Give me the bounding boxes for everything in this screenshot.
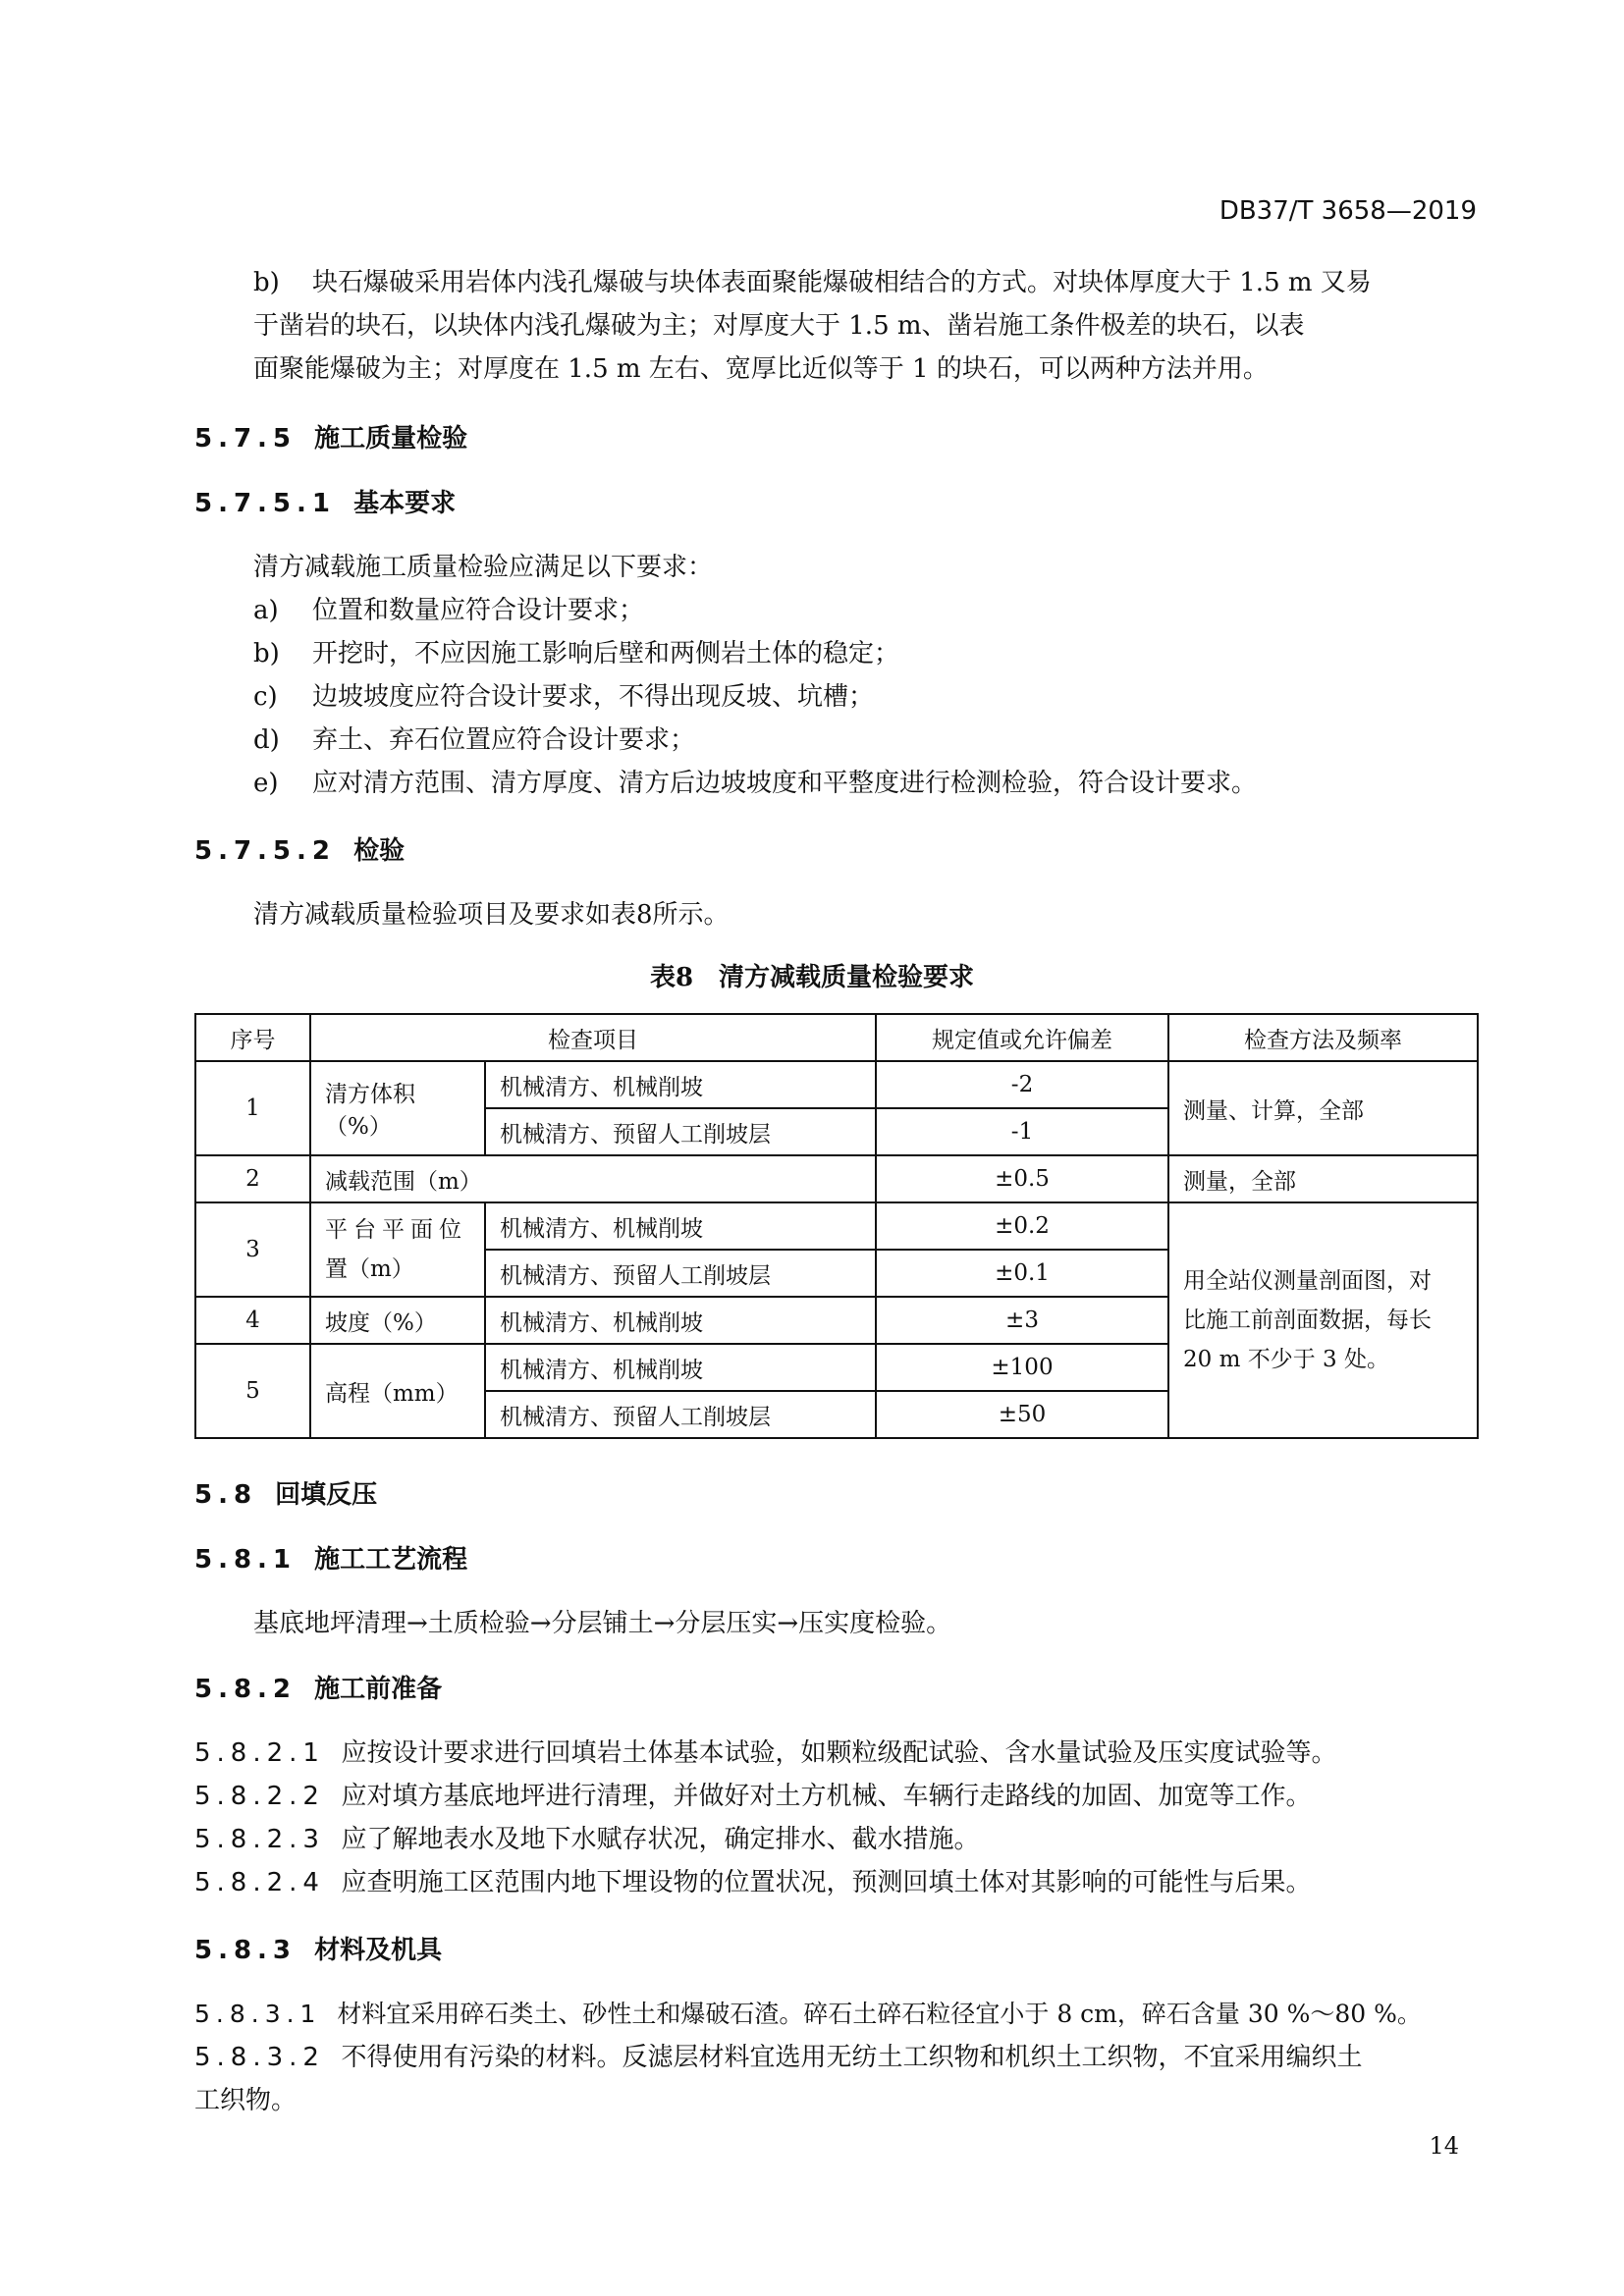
page-number: 14 [1429, 2132, 1459, 2160]
clause-number: 5.8.2.3 [194, 1825, 325, 1854]
subsection-heading [194, 1539, 467, 1575]
paragraph-line: 面聚能爆破为主；对厚度在 1.5 m 左右、宽厚比近似等于 1 的块石，可以两种方法并用。 [253, 354, 1269, 384]
cell-item [310, 1202, 485, 1297]
list-marker: e) [253, 769, 279, 798]
paragraph: 清方减载质量检验项目及要求如表8所示。 [253, 900, 730, 930]
section-number: 5.8.3 [194, 1936, 298, 1965]
clause-continuation: 工织物。 [194, 2086, 298, 2115]
clause-text: 应了解地表水及地下水赋存状况，确定排水、截水措施。 [341, 1825, 980, 1854]
cell-method-line: 用全站仪测量剖面图，对 [1183, 1268, 1432, 1294]
list-marker: d) [253, 725, 280, 755]
list-item: 应对清方范围、清方厚度、清方后边坡坡度和平整度进行检测检验，符合设计要求。 [312, 769, 1258, 798]
cell-subitem: 机械清方、机械削坡 [485, 1297, 876, 1344]
section-title: 基本要求 [353, 489, 457, 518]
section-title: 检验 [353, 836, 406, 866]
clause [194, 1861, 1312, 1904]
table-row [195, 1202, 1478, 1250]
cell-tolerance: ±100 [876, 1344, 1168, 1391]
table-caption: 表8 清方减载质量检验要求 [649, 963, 975, 992]
clause-text: 应对填方基底地坪进行清理，并做好对土方机械、车辆行走路线的加固、加宽等工作。 [341, 1782, 1312, 1811]
clause-number: 5.8.3.1 [194, 2000, 322, 2028]
clause-number: 5.8.2.4 [194, 1868, 325, 1897]
cell-subitem: 机械清方、机械削坡 [485, 1202, 876, 1250]
cell-item: 高程（mm） [310, 1344, 485, 1438]
list-item: 弃土、弃石位置应符合设计要求； [312, 725, 696, 755]
cell-item: 坡度（%） [310, 1297, 485, 1344]
cell-seq: 4 [195, 1297, 310, 1344]
cell-seq: 1 [195, 1061, 310, 1155]
cell-item-line: 平台平面位 [325, 1217, 467, 1243]
cell-tolerance: ±50 [876, 1391, 1168, 1438]
header-item: 检查项目 [310, 1014, 876, 1061]
section-number: 5.8.2 [194, 1675, 298, 1704]
list-item: 边坡坡度应符合设计要求，不得出现反坡、坑槽； [312, 682, 875, 712]
section-title: 回填反压 [275, 1480, 378, 1510]
cell-subitem: 机械清方、机械削坡 [485, 1344, 876, 1391]
paragraph-line: 于凿岩的块石，以块体内浅孔爆破为主；对厚度大于 1.5 m、凿岩施工条件极差的块石，以表 [253, 311, 1305, 341]
section-title: 施工质量检验 [314, 424, 468, 454]
section-number: 5.7.5.1 [194, 489, 336, 518]
cell-tolerance: ±0.5 [876, 1155, 1168, 1202]
cell-item: 减载范围（m） [310, 1155, 876, 1202]
paragraph: 基底地坪清理→土质检验→分层铺土→分层压实→压实度检验。 [253, 1609, 952, 1638]
list-marker: b) [253, 639, 280, 668]
section-number: 5.7.5 [194, 424, 298, 454]
section-title: 材料及机具 [314, 1936, 443, 1965]
section-number: 5.7.5.2 [194, 836, 336, 866]
header-tolerance: 规定值或允许偏差 [876, 1014, 1168, 1061]
table-header-row [195, 1014, 1478, 1061]
table-row [195, 1061, 1478, 1108]
clause [194, 2036, 1363, 2079]
section-number: 5.8 [194, 1480, 258, 1510]
list-item: 位置和数量应符合设计要求； [312, 596, 645, 625]
clause [194, 1775, 1312, 1818]
paragraph: 清方减载施工质量检验应满足以下要求： [253, 553, 714, 582]
cell-method: 测量，全部 [1168, 1155, 1478, 1202]
cell-method-line: 比施工前剖面数据，每长 [1183, 1308, 1432, 1333]
cell-method-line: 20 m 不少于 3 处。 [1183, 1347, 1389, 1372]
cell-tolerance: ±0.1 [876, 1250, 1168, 1297]
list-marker: a) [253, 596, 279, 625]
cell-seq: 3 [195, 1202, 310, 1297]
cell-subitem: 机械清方、预留人工削坡层 [485, 1391, 876, 1438]
subsection-heading [194, 483, 456, 519]
cell-seq: 5 [195, 1344, 310, 1438]
cell-item: 清方体积（%） [310, 1061, 485, 1155]
header-seq: 序号 [195, 1014, 310, 1061]
cell-tolerance: ±0.2 [876, 1202, 1168, 1250]
clause-number: 5.8.3.2 [194, 2043, 325, 2072]
subsection-heading [194, 1930, 442, 1966]
cell-tolerance: ±3 [876, 1297, 1168, 1344]
clause-text: 应查明施工区范围内地下埋设物的位置状况，预测回填土体对其影响的可能性与后果。 [341, 1868, 1312, 1897]
table-row [195, 1155, 1478, 1202]
section-title: 施工工艺流程 [314, 1545, 468, 1575]
list-item: 开挖时，不应因施工影响后壁和两侧岩土体的稳定； [312, 639, 900, 668]
list-marker: b) [253, 268, 280, 297]
clause [194, 1732, 1337, 1775]
list-marker: c) [253, 682, 278, 712]
cell-method: 测量、计算，全部 [1168, 1061, 1478, 1155]
section-number: 5.8.1 [194, 1545, 298, 1575]
doc-code: DB37/T 3658—2019 [1218, 196, 1477, 226]
cell-method [1168, 1202, 1478, 1438]
paragraph-line: 块石爆破采用岩体内浅孔爆破与块体表面聚能爆破相结合的方式。对块体厚度大于 1.5 m 又易 [312, 268, 1372, 297]
clause [194, 1818, 980, 1861]
clause-text: 应按设计要求进行回填岩土体基本试验，如颗粒级配试验、含水量试验及压实度试验等。 [341, 1738, 1337, 1768]
clause [194, 1993, 1422, 2036]
section-heading [194, 418, 467, 454]
clause-number: 5.8.2.2 [194, 1782, 325, 1811]
header-method: 检查方法及频率 [1168, 1014, 1478, 1061]
clause-number: 5.8.2.1 [194, 1738, 325, 1768]
section-title: 施工前准备 [314, 1675, 443, 1704]
cell-tolerance: -1 [876, 1108, 1168, 1155]
cell-item-line: 置（m） [325, 1256, 414, 1282]
cell-subitem: 机械清方、机械削坡 [485, 1061, 876, 1108]
cell-seq: 2 [195, 1155, 310, 1202]
cell-subitem: 机械清方、预留人工削坡层 [485, 1108, 876, 1155]
clause-text: 材料宜采用碎石类土、砂性土和爆破石渣。碎石土碎石粒径宜小于 8 cm，碎石含量 30 %～80 %。 [337, 2000, 1422, 2028]
subsection-heading [194, 830, 405, 867]
subsection-heading [194, 1669, 442, 1705]
quality-table [194, 1013, 1479, 1439]
cell-subitem: 机械清方、预留人工削坡层 [485, 1250, 876, 1297]
section-heading [194, 1474, 377, 1511]
clause-text: 不得使用有污染的材料。反滤层材料宜选用无纺土工织物和机织土工织物，不宜采用编织土 [341, 2043, 1363, 2072]
cell-tolerance: -2 [876, 1061, 1168, 1108]
